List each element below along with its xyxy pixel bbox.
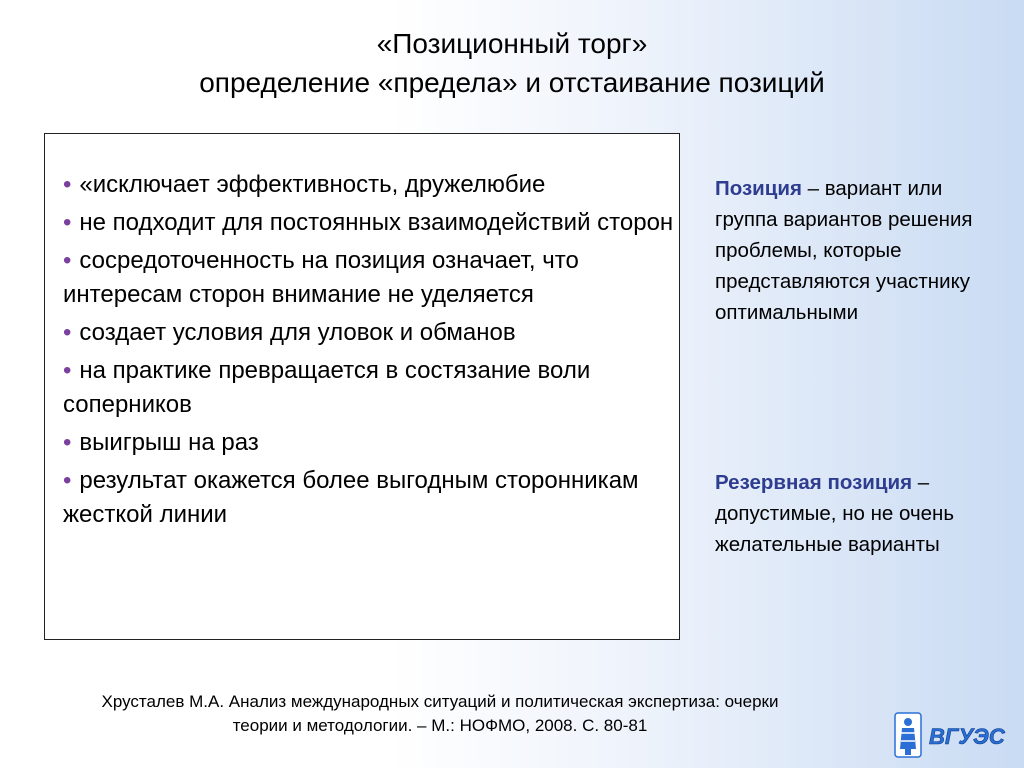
bullet-item (63, 316, 675, 350)
bullet-text: сосредоточенность на позиция означает, что интересам сторон внимание не уделяется (63, 247, 579, 308)
definition-position (715, 173, 1005, 328)
bullet-dot-icon: • (63, 209, 72, 236)
university-logo (893, 711, 1021, 759)
citation (0, 690, 880, 738)
citation-line-2: теории и методологии. – М.: НОФМО, 2008. С. 80-81 (232, 716, 648, 735)
bullet-text: «исключает эффективность, дружелюбие (79, 171, 546, 198)
definition-term: Резервная позиция (715, 471, 913, 494)
bullet-dot-icon: • (63, 171, 72, 198)
slide-title (0, 24, 1024, 102)
bullet-dot-icon: • (63, 319, 72, 346)
bullet-item (63, 464, 675, 532)
citation-line-1: Хрусталев М.А. Анализ международных ситуаций и политическая экспертиза: очерки (101, 692, 779, 711)
bullet-item (63, 168, 675, 202)
bullet-item (63, 206, 675, 240)
bullet-dot-icon: • (63, 357, 72, 384)
bullet-text: создает условия для уловок и обманов (79, 319, 516, 346)
slide-title-line-2: определение «предела» и отстаивание позиций (199, 67, 825, 98)
bullet-text: не подходит для постоянных взаимодействий сторон (79, 209, 674, 236)
bullet-item (63, 354, 675, 422)
definition-reserve-position (715, 467, 1005, 560)
logo-wordmark: ВГУЭС (929, 724, 1005, 749)
bullet-text: выигрыш на раз (79, 429, 259, 456)
university-emblem-icon (893, 711, 1021, 759)
slide-title-line-1: «Позиционный торг» (376, 28, 648, 59)
bullet-dot-icon: • (63, 429, 72, 456)
bullet-box (44, 133, 680, 640)
definition-text: – допустимые, но не очень желательные варианты (715, 471, 955, 556)
definition-text: – вариант или группа вариантов решения проблемы, которые представляются участнику оптимальными (715, 177, 973, 324)
bullet-dot-icon: • (63, 247, 72, 274)
bullet-item (63, 426, 675, 460)
bullet-dot-icon: • (63, 467, 72, 494)
definition-term: Позиция (715, 177, 802, 200)
bullet-text: результат окажется более выгодным сторонникам жесткой линии (63, 467, 639, 528)
bullet-text: на практике превращается в состязание воли соперников (63, 357, 591, 418)
bullet-item (63, 244, 675, 312)
bullet-list (63, 168, 675, 536)
